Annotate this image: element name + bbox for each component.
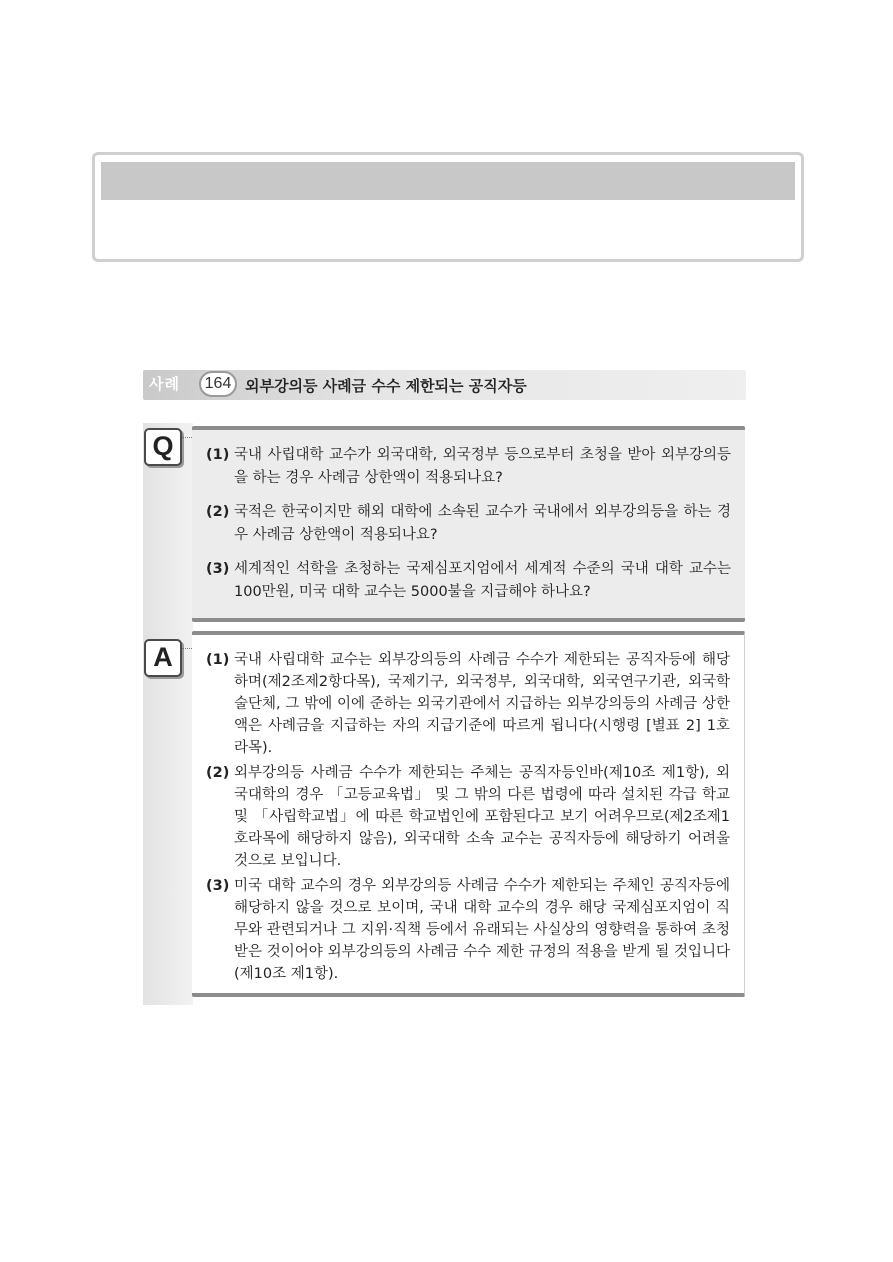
answer-item-number: (2) <box>206 765 230 781</box>
case-title: 외부강의등 사례금 수수 제한되는 공직자등 <box>245 377 527 395</box>
case-number-badge: 164 <box>199 371 237 397</box>
answer-item <box>206 875 730 985</box>
question-item-number: (2) <box>206 504 230 520</box>
answer-item-number: (1) <box>206 652 230 668</box>
question-item-text: 세계적인 석학을 초청하는 국제심포지엄에서 세계적 수준의 국내 대학 교수는 100만원, 미국 대학 교수는 5000불을 지급해야 하나요? <box>234 561 731 600</box>
question-item <box>206 444 731 489</box>
answer-item <box>206 649 730 759</box>
question-item-number: (3) <box>206 561 230 577</box>
answer-item-number: (3) <box>206 878 230 894</box>
question-item-text: 국적은 한국이지만 해외 대학에 소속된 교수가 국내에서 외부강의등을 하는 경우 사례금 상한액이 적용되나요? <box>234 504 731 543</box>
answer-panel <box>192 631 745 997</box>
question-item <box>206 558 731 603</box>
answer-item-text: 외부강의등 사례금 수수가 제한되는 주체는 공직자등인바(제10조 제1항), 외국대학의 경우 「고등교육법」 및 그 밖의 다른 법령에 따라 설치된 각급 학교 및 「사립학교법」에 따른 학교법인에 포함된다고 보기 어려우므로(제2조제1호라목에 해당하지 않음), 외국대학 소속 교수는 공직자등에 해당하기 어려울 것으로 보입니다. <box>234 765 730 869</box>
case-label: 사례 <box>149 375 180 393</box>
question-item <box>206 501 731 546</box>
answer-item-text: 국내 사립대학 교수는 외부강의등의 사례금 수수가 제한되는 공직자등에 해당하며(제2조제2항다목), 국제기구, 외국정부, 외국대학, 외국연구기관, 외국학술단체, 그 밖에 이에 준하는 외국기관에서 지급하는 외부강의등의 사례금 상한액은 사례금을 지급하는 자의 지급기준에 따르게 됩니다(시행령 [별표 2] 1호라목). <box>234 652 730 756</box>
answer-icon: A <box>144 639 182 677</box>
question-item-text: 국내 사립대학 교수가 외국대학, 외국정부 등으로부터 초청을 받아 외부강의등을 하는 경우 사례금 상한액이 적용되나요? <box>234 447 731 486</box>
empty-header-box <box>92 152 804 262</box>
question-panel <box>192 426 745 622</box>
question-icon: Q <box>144 428 182 466</box>
question-item-number: (1) <box>206 447 230 463</box>
answer-item <box>206 762 730 872</box>
header-box-bar <box>101 162 795 200</box>
case-header <box>143 370 746 400</box>
answer-item-text: 미국 대학 교수의 경우 외부강의등 사례금 수수가 제한되는 주체인 공직자등에 해당하지 않을 것으로 보이며, 국내 대학 교수의 경우 해당 국제심포지엄이 직무와 관련되거나 그 지위·직책 등에서 유래되는 사실상의 영향력을 통하여 초청받은 것이어야 외부강의등의 사례금 수수 제한 규정의 적용을 받게 될 것입니다(제10조 제1항). <box>234 878 730 982</box>
side-strip <box>143 423 193 1005</box>
